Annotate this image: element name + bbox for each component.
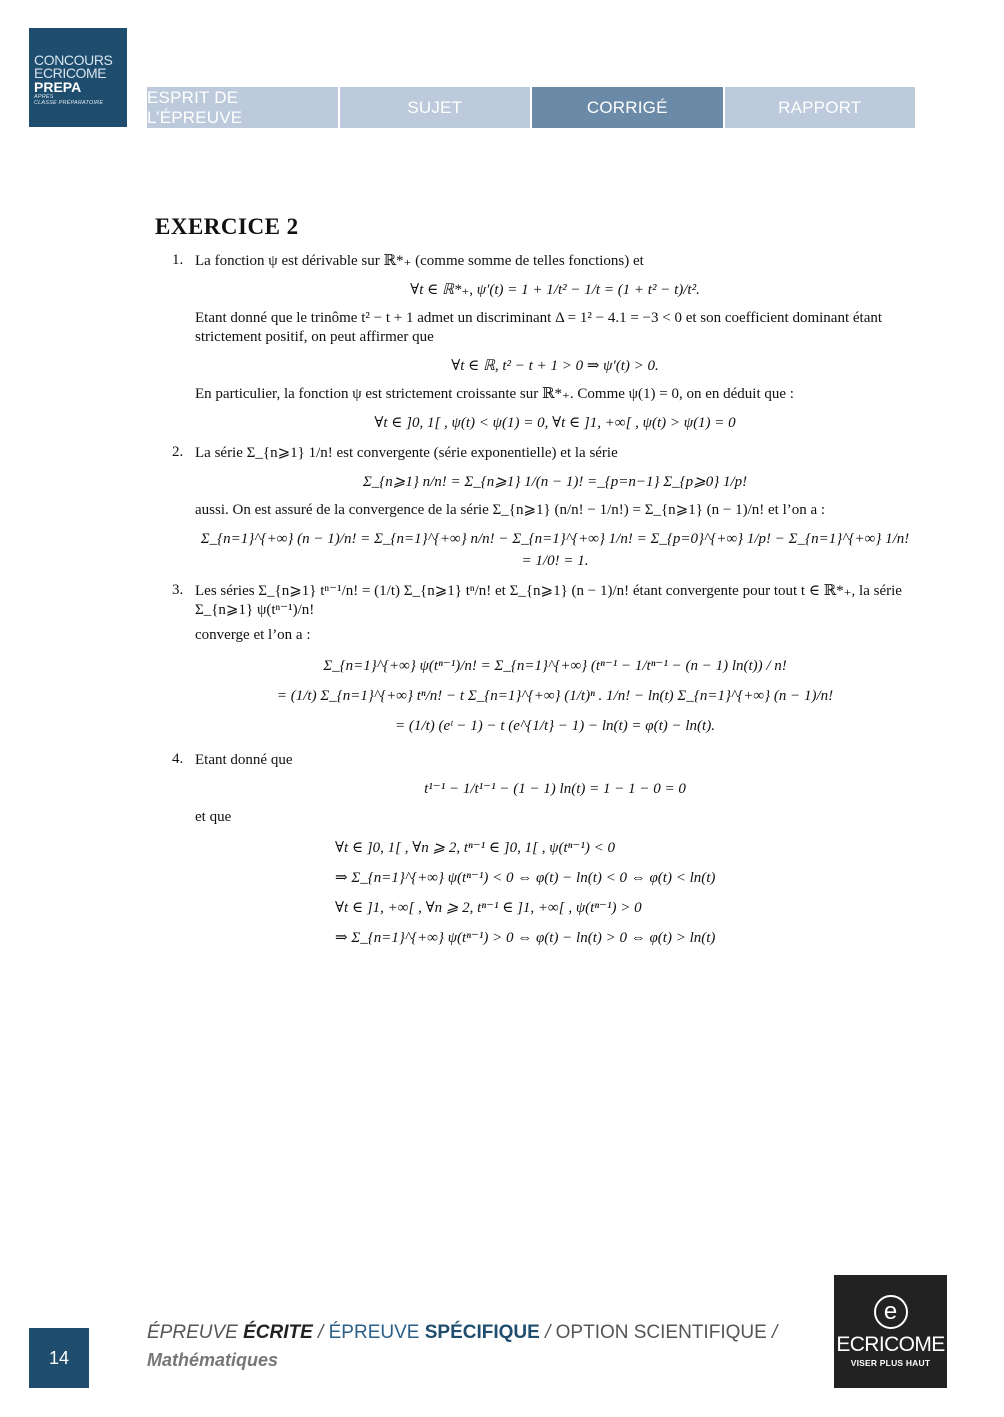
ecricome-brand-logo <box>834 1275 947 1388</box>
brand-slogan: VISER PLUS HAUT <box>850 1358 931 1368</box>
logo-line-prepa: PREPA <box>34 79 82 95</box>
equation-line: ⇒ Σ_{n=1}^{+∞} ψ(tⁿ⁻¹) < 0 ⇔ φ(t) − ln(t) < 0 ⇔ φ(t) < ln(t) <box>335 870 716 886</box>
footer-text: ÉPREUVE <box>328 1322 425 1343</box>
footer-subject: Mathématiques <box>147 1350 279 1370</box>
paragraph: et que <box>195 809 232 825</box>
equation-line: ⇒ Σ_{n=1}^{+∞} ψ(tⁿ⁻¹) > 0 ⇔ φ(t) − ln(t) > 0 ⇔ φ(t) > ln(t) <box>335 930 716 946</box>
equation-line: Σ_{n=1}^{+∞} ψ(tⁿ⁻¹)/n! = Σ_{n=1}^{+∞} (tⁿ⁻¹ − 1/tⁿ⁻¹ − (n − 1) ln(t)) / n! <box>323 658 787 674</box>
equation: Σ_{n⩾1} n/n! = Σ_{n⩾1} 1/(n − 1)! =_{p=n−1} Σ_{p⩾0} 1/p! <box>362 474 748 490</box>
equation-array <box>195 833 915 953</box>
paragraph: En particulier, la fonction ψ est strictement croissante sur ℝ*₊. Comme ψ(1) = 0, on en déduit que : <box>195 386 794 402</box>
equation-line: = (1/t) Σ_{n=1}^{+∞} tⁿ/n! − t Σ_{n=1}^{+∞} (1/t)ⁿ . 1/n! − ln(t) Σ_{n=1}^{+∞} (n − 1)/n! <box>276 688 834 704</box>
equation-line: = (1/t) (eᵗ − 1) − t (e^{1/t} − 1) − ln(t) = φ(t) − ln(t). <box>395 718 715 734</box>
brand-e-icon: e <box>874 1295 908 1329</box>
tab-rapport[interactable]: RAPPORT <box>725 87 916 128</box>
paragraph: La fonction ψ est dérivable sur ℝ*₊ (comme somme de telles fonctions) et <box>195 253 644 269</box>
question-number: 2. <box>172 444 184 460</box>
logo-line-apres: APRÈS <box>34 94 54 100</box>
tab-corrige[interactable]: CORRIGÉ <box>532 87 723 128</box>
footer-separator: / <box>766 1322 778 1343</box>
paragraph: Etant donné que le trinôme t² − t + 1 admet un discriminant Δ = 1² − 4.1 = −3 < 0 et son coefficient dominant étant strictement positif, on peut affirmer que <box>195 310 883 345</box>
question-number: 1. <box>172 252 184 268</box>
footer-exam-type <box>147 1322 777 1344</box>
logo-line-classe: CLASSE PRÉPARATOIRE <box>34 100 104 106</box>
equation: ∀t ∈ ℝ*₊, ψ′(t) = 1 + 1/t² − 1/t = (1 + t² − t)/t². <box>410 282 700 298</box>
paragraph: Les séries Σ_{n⩾1} tⁿ⁻¹/n! = (1/t) Σ_{n⩾1} tⁿ/n! et Σ_{n⩾1} (n − 1)/n! étant convergente pour tout t ∈ ℝ*₊, la série Σ_{n⩾1} ψ(tⁿ⁻¹)/n! <box>195 583 902 618</box>
question-3 <box>155 582 915 741</box>
equation-line: ∀t ∈ ]0, 1[ , ∀n ⩾ 2, tⁿ⁻¹ ∈ ]0, 1[ , ψ(tⁿ⁻¹) < 0 <box>335 840 615 856</box>
footer-text: ÉPREUVE <box>147 1322 244 1343</box>
question-2 <box>155 444 915 572</box>
question-4 <box>155 751 915 953</box>
exercise-title: EXERCICE 2 <box>155 214 299 239</box>
question-number: 4. <box>172 751 184 767</box>
concours-logo <box>29 28 127 127</box>
footer-text: SPÉCIFIQUE <box>424 1322 540 1343</box>
footer-text: ÉCRITE <box>243 1322 313 1343</box>
section-tabs <box>147 87 915 128</box>
equation-line: ∀t ∈ ]1, +∞[ , ∀n ⩾ 2, tⁿ⁻¹ ∈ ]1, +∞[ , ψ(tⁿ⁻¹) > 0 <box>335 900 642 916</box>
footer-text: OPTION SCIENTIFIQUE <box>555 1322 767 1343</box>
equation: ∀t ∈ ℝ, t² − t + 1 > 0 ⇒ ψ′(t) > 0. <box>451 358 659 374</box>
equation-array <box>195 651 915 741</box>
logo-line-concours: CONCOURS <box>34 52 113 68</box>
document-body <box>155 214 915 963</box>
tab-sujet[interactable]: SUJET <box>340 87 531 128</box>
logo-line-ecricome: ECRICOME <box>34 65 107 81</box>
paragraph: Etant donné que <box>195 752 293 768</box>
paragraph: converge et l’on a : <box>195 627 311 643</box>
equation: ∀t ∈ ]0, 1[ , ψ(t) < ψ(1) = 0, ∀t ∈ ]1, +∞[ , ψ(t) > ψ(1) = 0 <box>374 415 736 431</box>
equation: Σ_{n=1}^{+∞} (n − 1)/n! = Σ_{n=1}^{+∞} n/n! − Σ_{n=1}^{+∞} 1/n! = Σ_{p=0}^{+∞} 1/p! − Σ_{n=1}^{+∞} 1/n! = 1/0! = 1. <box>200 531 910 569</box>
question-number: 3. <box>172 582 184 598</box>
footer-separator: / <box>312 1322 329 1343</box>
footer-separator: / <box>539 1322 556 1343</box>
tab-esprit-epreuve[interactable]: ESPRIT DE L’ÉPREUVE <box>147 87 338 128</box>
page-number: 14 <box>29 1328 89 1388</box>
question-1 <box>155 252 915 434</box>
paragraph: aussi. On est assuré de la convergence de la série Σ_{n⩾1} (n/n! − 1/n!) = Σ_{n⩾1} (n − 1)/n! et l’on a : <box>195 502 826 518</box>
equation: t¹⁻¹ − 1/t¹⁻¹ − (1 − 1) ln(t) = 1 − 1 − 0 = 0 <box>424 781 686 797</box>
brand-name: ECRICOME <box>836 1333 945 1356</box>
paragraph: La série Σ_{n⩾1} 1/n! est convergente (série exponentielle) et la série <box>195 445 618 461</box>
